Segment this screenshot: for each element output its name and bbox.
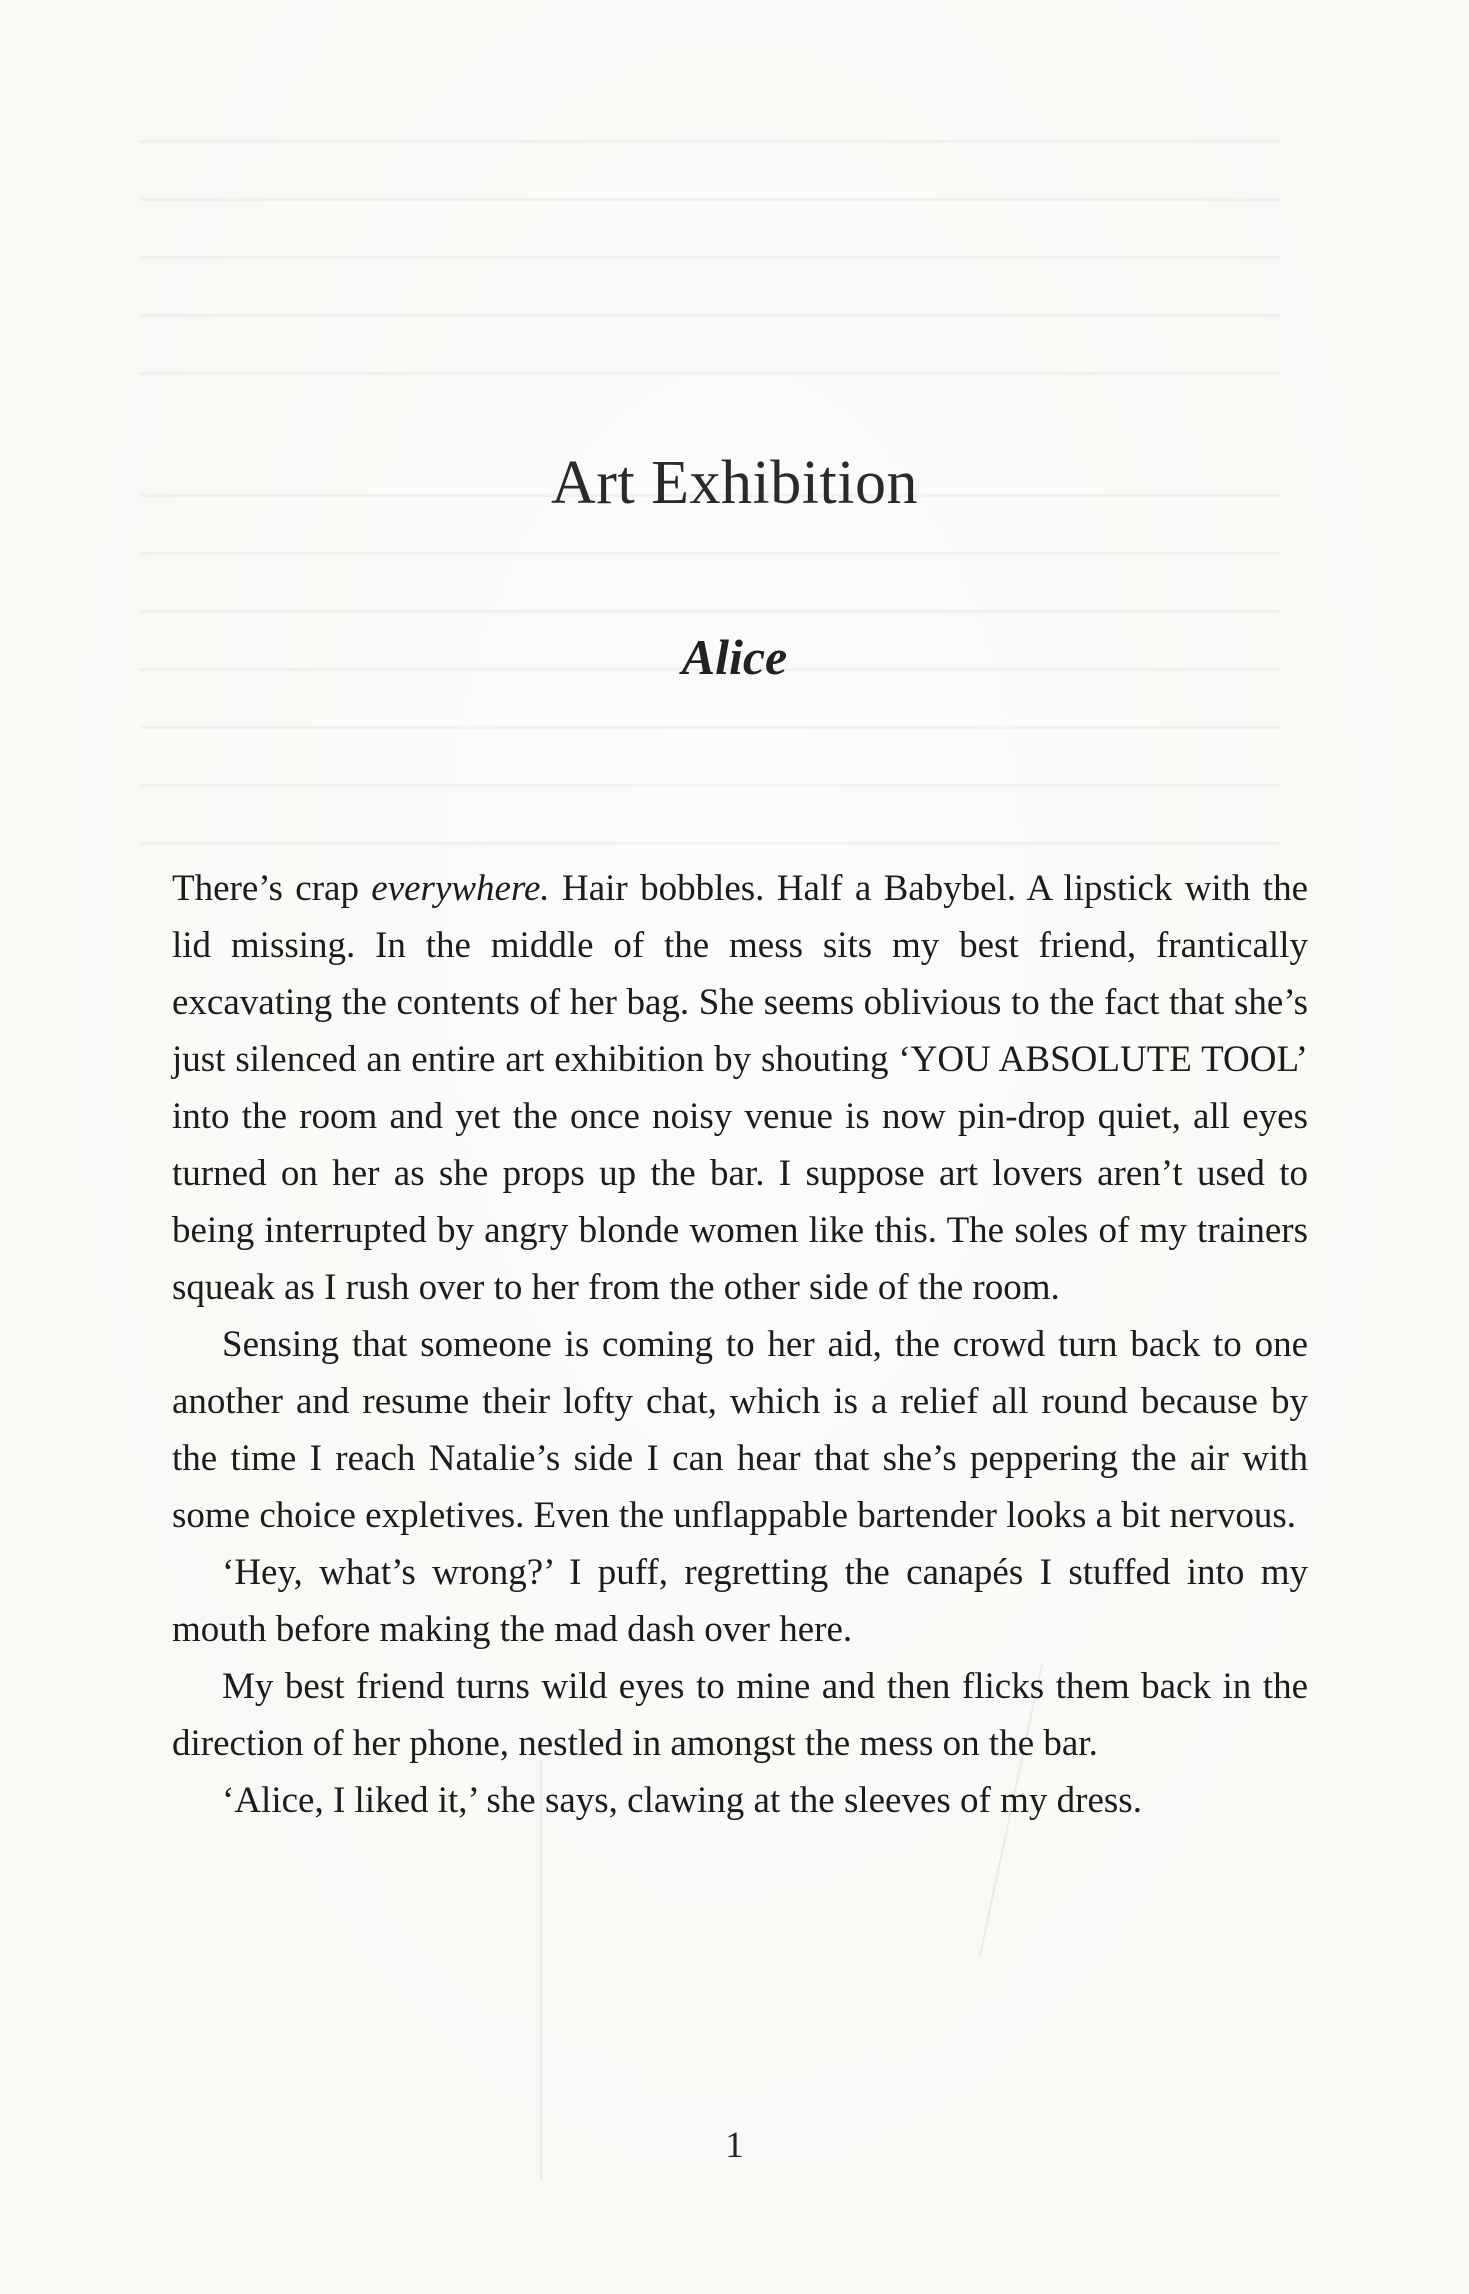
paragraph [172,1316,1308,1544]
paragraph-text: There’s crap [172,868,372,909]
paragraph [172,1772,1308,1829]
chapter-title: Art Exhibition [551,449,918,517]
show-through-line [140,610,1280,613]
show-through-line [140,314,1280,317]
paragraph-text: Sensing that someone is coming to her aid, the crowd turn back to one another and resume their lofty chat, which is a relief all round because by the time I reach Natalie’s side I can hear that she’s peppering the air with some choice expletives. Even the unflappable bartender looks a bit nervous. [172,1324,1308,1536]
paragraph [172,1544,1308,1658]
page-number: 1 [725,2125,744,2166]
narrator-name: Alice [681,629,788,685]
show-through-line [140,784,1280,787]
show-through-line [140,198,1280,201]
body-text [172,860,1308,1829]
paragraph [172,1658,1308,1772]
paragraph-text: Hair bobbles. Half a Babybel. A lipstick with the lid missing. In the middle of the mess sits my best friend, frantically excavating the contents of her bag. She seems oblivious to the fact that she’s just silenced an entire art exhibition by shouting ‘YOU ABSOLUTE TOOL’ into the room and yet the once noisy venue is now pin-drop quiet, all eyes turned on her as she props up the bar. I suppose art lovers aren’t used to being interrupted by angry blonde women like this. The soles of my trainers squeak as I rush over to her from the other side of the room. [172,868,1308,1308]
paragraph-text: My best friend turns wild eyes to mine and then flicks them back in the direction of her phone, nestled in amongst the mess on the bar. [172,1666,1308,1764]
show-through-line [140,842,1280,845]
emphasis-text: everywhere. [371,868,550,909]
show-through-line [140,372,1280,375]
paragraph-text: ‘Alice, I liked it,’ she says, clawing at the sleeves of my dress. [222,1780,1142,1821]
show-through-line [140,140,1280,143]
show-through-line [140,256,1280,259]
show-through-line [140,552,1280,555]
show-through-line [140,726,1280,729]
paragraph [172,860,1308,1316]
paragraph-text: ‘Hey, what’s wrong?’ I puff, regretting the canapés I stuffed into my mouth before making the mad dash over here. [172,1552,1308,1650]
